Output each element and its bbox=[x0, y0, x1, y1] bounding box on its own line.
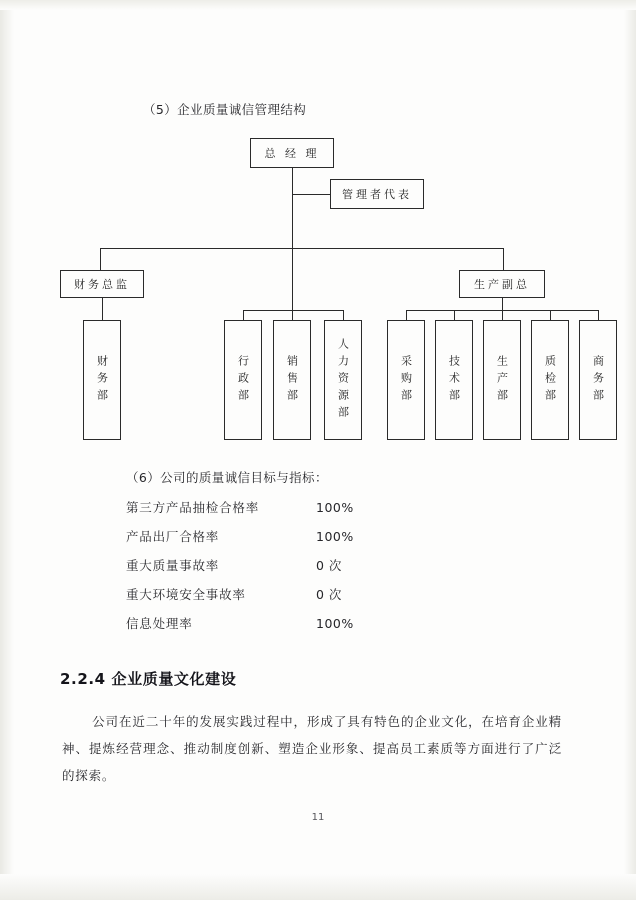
org-node-label: 商务部 bbox=[591, 354, 605, 406]
metric-label: 产品出厂合格率 bbox=[126, 529, 220, 544]
connector-gm-to-management-rep bbox=[292, 194, 330, 195]
org-node-label: 人力资源部 bbox=[336, 337, 350, 423]
org-node-quality-inspection-dept bbox=[531, 320, 569, 440]
org-chart bbox=[60, 130, 605, 455]
metric-row bbox=[126, 556, 546, 585]
org-node-business-dept bbox=[579, 320, 617, 440]
metric-row bbox=[126, 498, 546, 527]
org-node-label: 管理者代表 bbox=[342, 188, 412, 201]
connector-level3-left-drop bbox=[100, 248, 101, 270]
body-paragraph bbox=[62, 708, 562, 789]
metric-label: 重大质量事故率 bbox=[126, 558, 220, 573]
connector-level3-right-drop bbox=[503, 248, 504, 270]
connector-middle-right-drop bbox=[343, 310, 344, 320]
metric-value: 100% bbox=[316, 616, 354, 631]
org-node-administration-dept bbox=[224, 320, 262, 440]
org-node-management-representative bbox=[330, 179, 424, 209]
connector-middle-left-drop bbox=[243, 310, 244, 320]
org-node-label: 生产部 bbox=[495, 354, 509, 406]
connector-prod-drop-3 bbox=[502, 310, 503, 320]
connector-gm-stem bbox=[292, 168, 293, 310]
connector-production-stem bbox=[502, 298, 503, 310]
metric-label: 第三方产品抽检合格率 bbox=[126, 500, 260, 515]
connector-finance-to-dept bbox=[102, 298, 103, 320]
org-chart-heading: （5）企业质量诚信管理结构 bbox=[143, 102, 307, 117]
connector-prod-drop-1 bbox=[406, 310, 407, 320]
org-node-label: 行政部 bbox=[236, 354, 250, 406]
org-node-label: 质检部 bbox=[543, 354, 557, 406]
org-node-production-vice-director bbox=[459, 270, 545, 298]
metric-value: 100% bbox=[316, 500, 354, 515]
org-node-purchasing-dept bbox=[387, 320, 425, 440]
paragraph-text: 公司在近二十年的发展实践过程中，形成了具有特色的企业文化，在培育企业精神、提炼经营理念、推动制度创新、塑造企业形象、提高员工素质等方面进行了广泛的探索。 bbox=[62, 714, 562, 783]
metrics-heading: （6）公司的质量诚信目标与指标： bbox=[126, 470, 328, 485]
metric-row bbox=[126, 527, 546, 556]
metric-value: 0 次 bbox=[316, 587, 342, 602]
org-node-label: 财务总监 bbox=[74, 278, 130, 291]
org-node-label: 销售部 bbox=[285, 354, 299, 406]
org-node-label: 采购部 bbox=[399, 354, 413, 406]
metric-label: 信息处理率 bbox=[126, 616, 193, 631]
page-number: 11 bbox=[311, 812, 325, 823]
org-node-general-manager bbox=[250, 138, 334, 168]
metric-row bbox=[126, 614, 546, 643]
org-node-finance-dept bbox=[83, 320, 121, 440]
connector-prod-drop-4 bbox=[550, 310, 551, 320]
metric-row bbox=[126, 585, 546, 614]
connector-level3-bar bbox=[100, 248, 503, 249]
org-node-label: 总 经 理 bbox=[264, 147, 320, 160]
org-node-production-dept bbox=[483, 320, 521, 440]
org-node-sales-dept bbox=[273, 320, 311, 440]
metric-value: 0 次 bbox=[316, 558, 342, 573]
org-node-label: 技术部 bbox=[447, 354, 461, 406]
org-node-technology-dept bbox=[435, 320, 473, 440]
org-node-label: 生产副总 bbox=[474, 278, 530, 291]
section-title: 2.2.4 企业质量文化建设 bbox=[60, 670, 237, 688]
connector-middle-mid-drop bbox=[292, 310, 293, 320]
connector-prod-drop-5 bbox=[598, 310, 599, 320]
connector-prod-drop-2 bbox=[454, 310, 455, 320]
metric-label: 重大环境安全事故率 bbox=[126, 587, 246, 602]
metric-value: 100% bbox=[316, 529, 354, 544]
org-node-finance-director bbox=[60, 270, 144, 298]
metrics-list bbox=[126, 498, 546, 643]
org-node-label: 财务部 bbox=[95, 354, 109, 406]
org-node-hr-dept bbox=[324, 320, 362, 440]
